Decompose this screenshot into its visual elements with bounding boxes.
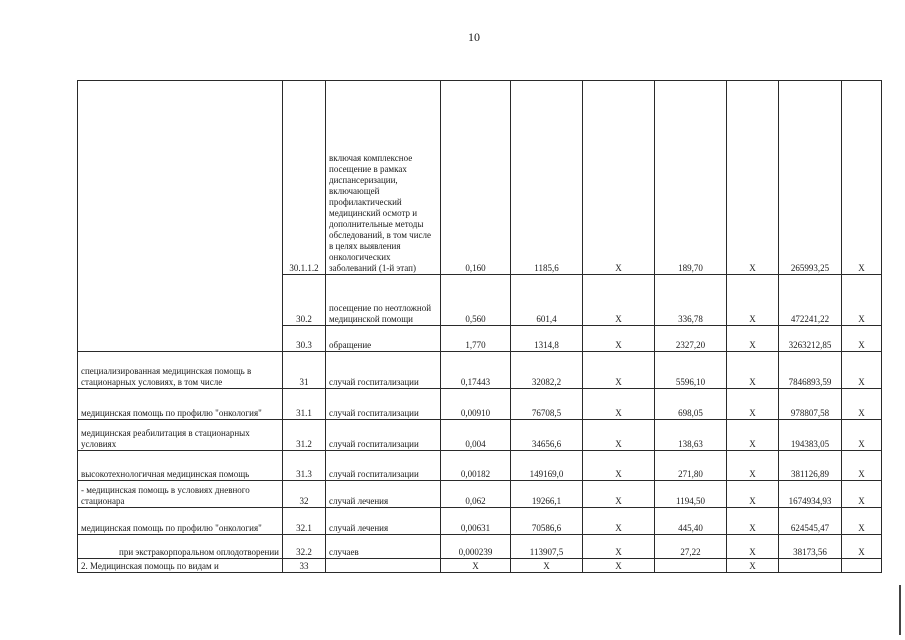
- name-cell: медицинская помощь по профилю "онкология": [78, 389, 283, 420]
- value-cell: Х: [727, 559, 779, 573]
- value-cell: Х: [842, 326, 882, 352]
- page-edge-mark: [899, 585, 901, 635]
- value-cell: 0,00910: [441, 389, 511, 420]
- data-table: [77, 80, 882, 573]
- value-cell: 138,63: [655, 420, 727, 451]
- code-cell: 33: [283, 559, 326, 573]
- value-cell: 445,40: [655, 508, 727, 535]
- table-row: [78, 481, 882, 508]
- value-cell: [842, 559, 882, 573]
- value-cell: Х: [842, 451, 882, 481]
- code-cell: 30.3: [283, 326, 326, 352]
- value-cell: Х: [842, 275, 882, 326]
- value-cell: 27,22: [655, 535, 727, 559]
- value-cell: Х: [842, 352, 882, 389]
- value-cell: 381126,89: [779, 451, 842, 481]
- value-cell: 0,160: [441, 81, 511, 275]
- code-cell: 30.2: [283, 275, 326, 326]
- table-row: [78, 508, 882, 535]
- value-cell: 194383,05: [779, 420, 842, 451]
- value-cell: Х: [842, 508, 882, 535]
- table-row: [78, 535, 882, 559]
- value-cell: 149169,0: [511, 451, 583, 481]
- value-cell: 34656,6: [511, 420, 583, 451]
- name-cell: при экстракорпоральном оплодотворении: [78, 535, 283, 559]
- value-cell: Х: [583, 535, 655, 559]
- code-cell: 32.2: [283, 535, 326, 559]
- code-cell: 31.3: [283, 451, 326, 481]
- code-cell: 32: [283, 481, 326, 508]
- value-cell: 0,560: [441, 275, 511, 326]
- value-cell: [779, 559, 842, 573]
- page-number: 10: [468, 30, 480, 44]
- code-cell: 31: [283, 352, 326, 389]
- unit-cell: посещение по неотложной медицинской помощи: [326, 275, 441, 326]
- value-cell: 19266,1: [511, 481, 583, 508]
- value-cell: Х: [583, 326, 655, 352]
- value-cell: Х: [727, 389, 779, 420]
- value-cell: 0,062: [441, 481, 511, 508]
- unit-cell: случай лечения: [326, 508, 441, 535]
- value-cell: 76708,5: [511, 389, 583, 420]
- value-cell: Х: [842, 481, 882, 508]
- name-cell: медицинская помощь по профилю "онкология": [78, 508, 283, 535]
- value-cell: 2327,20: [655, 326, 727, 352]
- table-row: [78, 420, 882, 451]
- value-cell: Х: [727, 535, 779, 559]
- value-cell: 1,770: [441, 326, 511, 352]
- value-cell: 189,70: [655, 81, 727, 275]
- value-cell: Х: [727, 508, 779, 535]
- value-cell: Х: [727, 420, 779, 451]
- code-cell: 31.1: [283, 389, 326, 420]
- value-cell: [655, 559, 727, 573]
- value-cell: 624545,47: [779, 508, 842, 535]
- code-cell: 30.1.1.2: [283, 81, 326, 275]
- unit-cell: случай госпитализации: [326, 352, 441, 389]
- value-cell: Х: [583, 481, 655, 508]
- table-row: [78, 352, 882, 389]
- value-cell: 1314,8: [511, 326, 583, 352]
- value-cell: Х: [583, 559, 655, 573]
- unit-cell: случай лечения: [326, 481, 441, 508]
- unit-cell: включая комплексное посещение в рамках диспансеризации, включающей профилактический медицинский осмотр и дополнительные методы обследований, в том числе в целях выявления онкологических заболеваний (1-й этап): [326, 81, 441, 275]
- value-cell: 1185,6: [511, 81, 583, 275]
- value-cell: 7846893,59: [779, 352, 842, 389]
- value-cell: Х: [583, 420, 655, 451]
- value-cell: Х: [727, 326, 779, 352]
- value-cell: 0,00182: [441, 451, 511, 481]
- value-cell: 336,78: [655, 275, 727, 326]
- value-cell: 38173,56: [779, 535, 842, 559]
- value-cell: 265993,25: [779, 81, 842, 275]
- table-row: [78, 451, 882, 481]
- code-cell: 31.2: [283, 420, 326, 451]
- table-row: [78, 389, 882, 420]
- value-cell: Х: [441, 559, 511, 573]
- value-cell: 1194,50: [655, 481, 727, 508]
- name-cell: [78, 81, 283, 352]
- unit-cell: случай госпитализации: [326, 389, 441, 420]
- value-cell: 3263212,85: [779, 326, 842, 352]
- value-cell: Х: [583, 508, 655, 535]
- value-cell: Х: [727, 275, 779, 326]
- unit-cell: случай госпитализации: [326, 451, 441, 481]
- value-cell: 472241,22: [779, 275, 842, 326]
- name-cell: - медицинская помощь в условиях дневного стационара: [78, 481, 283, 508]
- value-cell: 0,17443: [441, 352, 511, 389]
- value-cell: Х: [583, 275, 655, 326]
- value-cell: 601,4: [511, 275, 583, 326]
- value-cell: 1674934,93: [779, 481, 842, 508]
- value-cell: Х: [727, 81, 779, 275]
- name-cell: специализированная медицинская помощь в стационарных условиях, в том числе: [78, 352, 283, 389]
- name-cell: высокотехнологичная медицинская помощь: [78, 451, 283, 481]
- value-cell: Х: [727, 352, 779, 389]
- value-cell: Х: [583, 389, 655, 420]
- value-cell: Х: [842, 420, 882, 451]
- value-cell: Х: [583, 81, 655, 275]
- value-cell: Х: [842, 389, 882, 420]
- value-cell: Х: [842, 81, 882, 275]
- unit-cell: случай госпитализации: [326, 420, 441, 451]
- value-cell: 0,004: [441, 420, 511, 451]
- value-cell: 0,00631: [441, 508, 511, 535]
- value-cell: 0,000239: [441, 535, 511, 559]
- value-cell: Х: [842, 535, 882, 559]
- value-cell: 113907,5: [511, 535, 583, 559]
- value-cell: Х: [511, 559, 583, 573]
- value-cell: 978807,58: [779, 389, 842, 420]
- name-cell: 2. Медицинская помощь по видам и: [78, 559, 283, 573]
- value-cell: 271,80: [655, 451, 727, 481]
- unit-cell: случаев: [326, 535, 441, 559]
- value-cell: 698,05: [655, 389, 727, 420]
- table-row: [78, 81, 882, 275]
- unit-cell: обращение: [326, 326, 441, 352]
- value-cell: Х: [583, 352, 655, 389]
- table-row: [78, 559, 882, 573]
- value-cell: 32082,2: [511, 352, 583, 389]
- value-cell: 70586,6: [511, 508, 583, 535]
- code-cell: 32.1: [283, 508, 326, 535]
- value-cell: Х: [727, 481, 779, 508]
- value-cell: Х: [727, 451, 779, 481]
- unit-cell: [326, 559, 441, 573]
- name-cell: медицинская реабилитация в стационарных условиях: [78, 420, 283, 451]
- value-cell: Х: [583, 451, 655, 481]
- value-cell: 5596,10: [655, 352, 727, 389]
